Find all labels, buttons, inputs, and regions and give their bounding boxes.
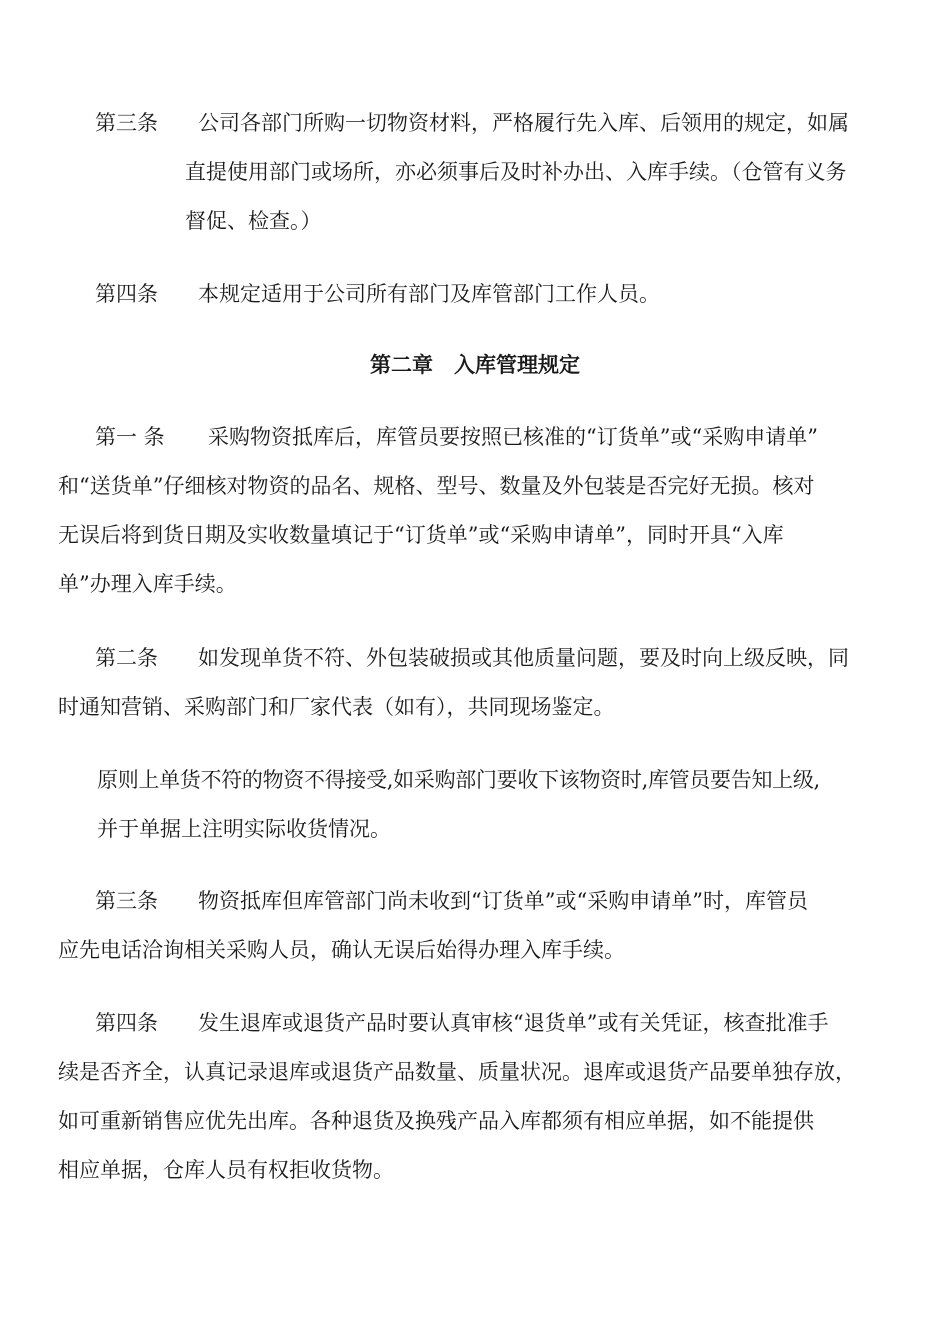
paragraph-line: 时通知营销、采购部门和厂家代表（如有），共同现场鉴定。 (58, 695, 615, 719)
article-label: 第三条 (95, 889, 158, 913)
paragraph-line: 相应单据，仓库人员有权拒收货物。 (58, 1158, 394, 1182)
paragraph-line: 如可重新销售应优先出库。各种退货及换残产品入库都须有相应单据，如不能提供 (58, 1109, 814, 1133)
paragraph-line: 原则上单货不符的物资不得接受,如采购部门要收下该物资时,库管员要告知上级, (97, 768, 820, 792)
article-label: 第四条 (95, 282, 158, 306)
paragraph-line: 公司各部门所购一切物资材料，严格履行先入库、后领用的规定，如属 (198, 111, 849, 135)
paragraph-line: 并于单据上注明实际收货情况。 (97, 817, 391, 841)
paragraph-line: 直提使用部门或场所，亦必须事后及时补办出、入库手续。（仓管有义务 (185, 160, 847, 184)
paragraph-line: 如发现单货不符、外包装破损或其他质量问题，要及时向上级反映，同 (198, 646, 849, 670)
paragraph-line: 督促、检查。） (185, 209, 322, 233)
paragraph-line: 续是否齐全，认真记录退库或退货产品数量、质量状况。退库或退货产品要单独存放， (58, 1060, 856, 1084)
article-label: 第三条 (95, 111, 158, 135)
paragraph-line: 无误后将到货日期及实收数量填记于“订货单”或“采购申请单”，同时开具“入库 (58, 523, 784, 547)
paragraph-line: 和“送货单”仔细核对物资的品名、规格、型号、数量及外包装是否完好无损。核对 (58, 474, 815, 498)
paragraph-line: 应先电话洽询相关采购人员，确认无误后始得办理入库手续。 (58, 938, 625, 962)
chapter-heading: 第二章 入库管理规定 (370, 352, 580, 377)
paragraph-line: 采购物资抵库后，库管员要按照已核准的“订货单”或“采购申请单” (208, 425, 818, 449)
paragraph-line: 物资抵库但库管部门尚未收到“订货单”或“采购申请单”时，库管员 (198, 889, 808, 913)
article-label: 第四条 (95, 1011, 158, 1035)
paragraph-line: 发生退库或退货产品时要认真审核“退货单”或有关凭证，核查批准手 (198, 1011, 829, 1035)
article-label: 第二条 (95, 646, 158, 670)
article-label: 第一 条 (95, 425, 165, 449)
paragraph-line: 本规定适用于公司所有部门及库管部门工作人员。 (198, 282, 660, 306)
paragraph-line: 单”办理入库手续。 (58, 572, 237, 596)
